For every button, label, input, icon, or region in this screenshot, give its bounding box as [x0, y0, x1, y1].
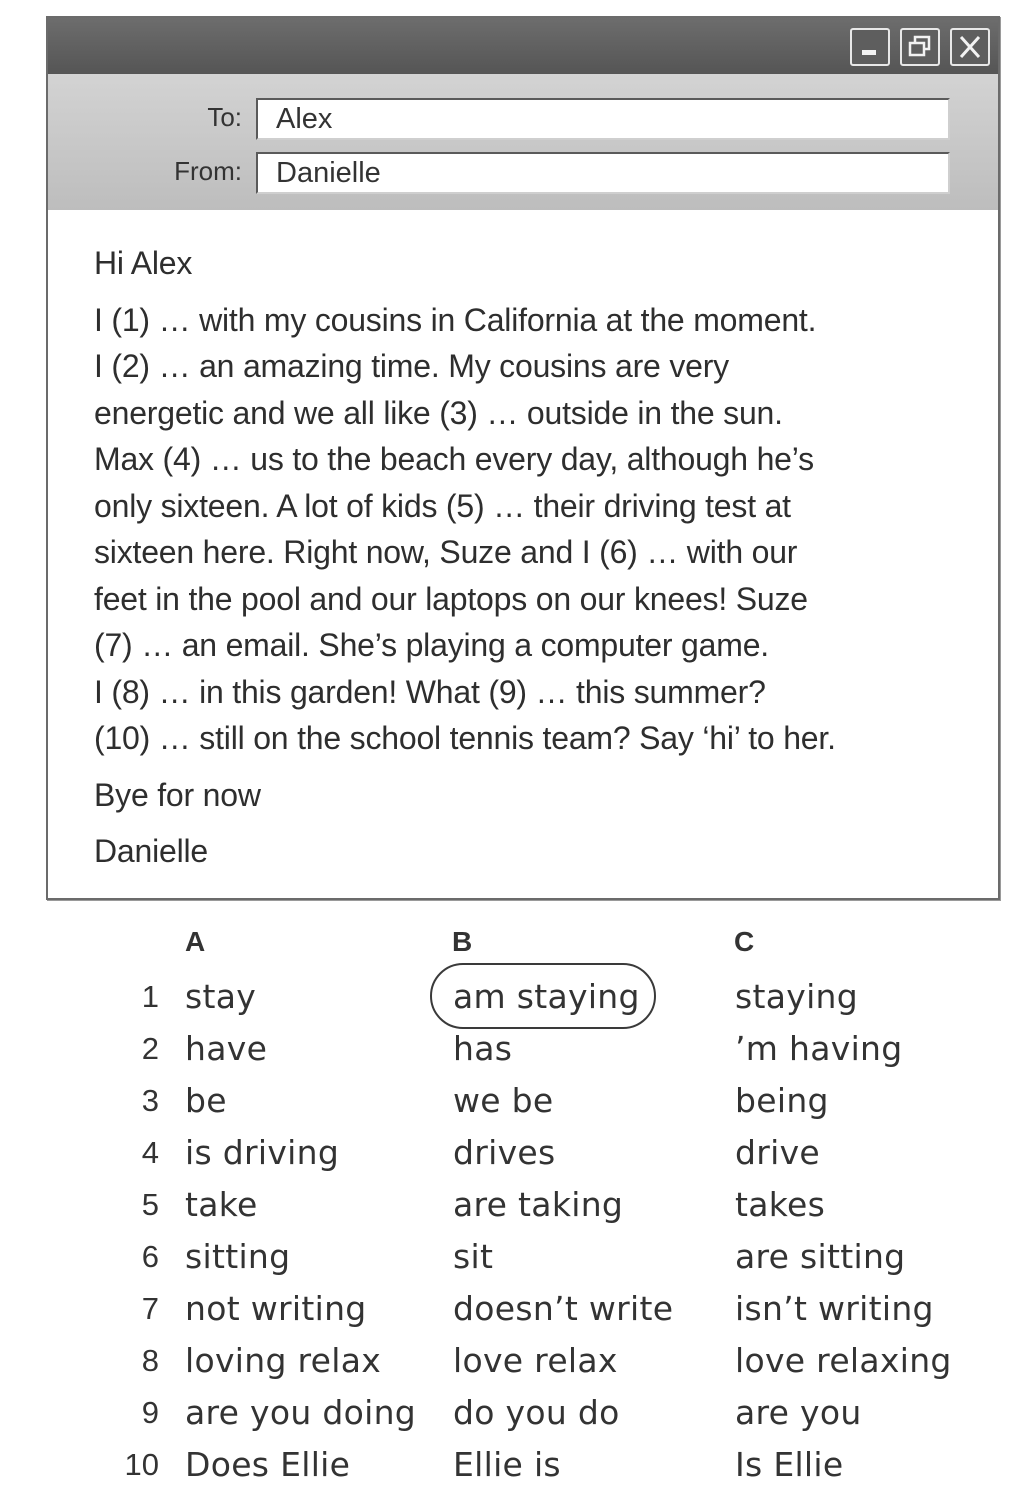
option-c[interactable]: isn’t writing — [735, 1289, 934, 1328]
option-number: 4 — [141, 1135, 159, 1170]
option-number: 7 — [141, 1291, 159, 1326]
option-row — [0, 1185, 1024, 1237]
option-number: 5 — [141, 1187, 159, 1222]
option-c[interactable]: are sitting — [735, 1237, 906, 1276]
option-row — [0, 1289, 1024, 1341]
email-line: I (1) … with my cousins in California at the moment. — [94, 301, 817, 338]
option-a[interactable]: not writing — [185, 1289, 367, 1328]
option-a[interactable]: Does Ellie — [185, 1445, 351, 1484]
option-c[interactable]: takes — [735, 1185, 826, 1224]
option-number: 3 — [141, 1083, 159, 1118]
option-b[interactable]: love relax — [453, 1341, 618, 1380]
option-a[interactable]: take — [185, 1185, 258, 1224]
option-b[interactable]: has — [453, 1029, 513, 1068]
option-row — [0, 1029, 1024, 1081]
close-icon[interactable] — [950, 28, 990, 66]
from-label: From: — [174, 156, 242, 186]
option-c[interactable]: drive — [735, 1133, 821, 1172]
option-number: 9 — [141, 1395, 159, 1430]
from-field[interactable]: Danielle — [256, 152, 950, 194]
to-label: To: — [207, 102, 242, 132]
option-b[interactable]: sit — [453, 1237, 494, 1276]
option-row — [0, 1393, 1024, 1445]
column-header-a: A — [185, 926, 206, 957]
email-line: (7) … an email. She’s playing a computer game. — [94, 627, 769, 663]
option-c[interactable]: love relaxing — [735, 1341, 952, 1380]
option-c[interactable]: being — [735, 1081, 829, 1120]
option-row — [0, 1341, 1024, 1393]
email-line: I (2) … an amazing time. My cousins are very — [94, 348, 729, 384]
option-a[interactable]: are you doing — [185, 1393, 417, 1432]
option-a[interactable]: is driving — [185, 1133, 340, 1172]
email-header — [48, 74, 998, 210]
option-a[interactable]: sitting — [185, 1237, 291, 1276]
option-c[interactable]: are you — [735, 1393, 862, 1432]
option-row — [0, 1081, 1024, 1133]
option-c[interactable]: Is Ellie — [735, 1445, 844, 1484]
email-line: Max (4) … us to the beach every day, although he’s — [94, 441, 814, 477]
option-b[interactable]: we be — [453, 1081, 554, 1120]
option-number: 2 — [141, 1031, 159, 1066]
option-b[interactable]: Ellie is — [453, 1445, 561, 1484]
email-line: feet in the pool and our laptops on our knees! Suze — [94, 580, 808, 617]
option-number: 10 — [124, 1447, 159, 1482]
email-body[interactable] — [94, 240, 984, 875]
option-row — [0, 1445, 1024, 1497]
option-b[interactable]: drives — [453, 1133, 556, 1172]
email-closing: Bye for now — [94, 776, 261, 813]
restore-icon[interactable] — [900, 28, 940, 66]
option-b[interactable]: do you do — [453, 1393, 620, 1432]
option-b[interactable]: am staying — [453, 977, 640, 1016]
option-number: 6 — [141, 1239, 159, 1274]
email-line: sixteen here. Right now, Suze and I (6) … with our — [94, 534, 798, 570]
email-line: (10) … still on the school tennis team? Say ‘hi’ to her. — [94, 720, 836, 756]
option-b[interactable]: doesn’t write — [453, 1289, 674, 1328]
email-window — [46, 16, 1000, 900]
email-line: energetic and we all like (3) … outside in the sun. — [94, 394, 783, 431]
column-header-b: B — [452, 926, 473, 957]
window-titlebar — [48, 18, 998, 74]
option-a[interactable]: be — [185, 1081, 227, 1120]
option-number: 1 — [141, 979, 159, 1014]
to-field[interactable]: Alex — [256, 98, 950, 140]
option-row — [0, 977, 1024, 1029]
option-a[interactable]: loving relax — [185, 1341, 382, 1380]
option-a[interactable]: have — [185, 1029, 268, 1068]
option-row — [0, 1237, 1024, 1289]
option-c[interactable]: ’m having — [735, 1029, 903, 1068]
option-a[interactable]: stay — [185, 977, 257, 1016]
option-row — [0, 1133, 1024, 1185]
option-b[interactable]: are taking — [453, 1185, 624, 1224]
email-signature: Danielle — [94, 833, 209, 869]
email-line: I (8) … in this garden! What (9) … this summer? — [94, 673, 766, 710]
option-c[interactable]: staying — [735, 977, 859, 1016]
email-line: only sixteen. A lot of kids (5) … their driving test at — [94, 487, 791, 524]
option-number: 8 — [141, 1343, 159, 1378]
minimize-icon[interactable] — [850, 28, 890, 66]
email-greeting: Hi Alex — [94, 245, 193, 281]
column-header-c: C — [734, 926, 755, 957]
